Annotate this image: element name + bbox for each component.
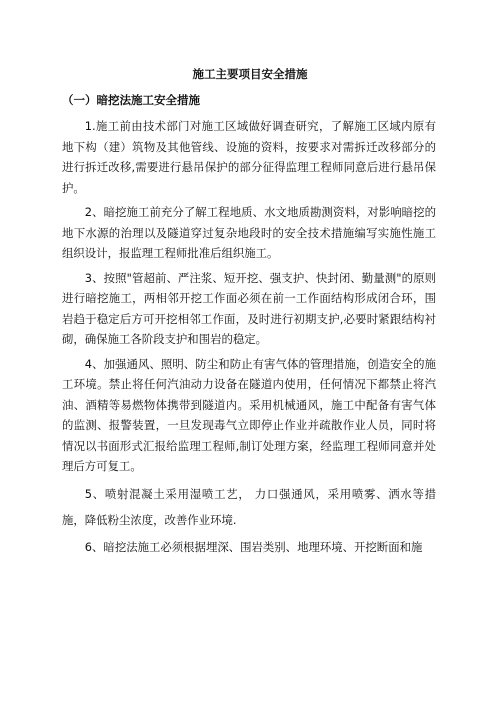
paragraph-4: 4、加强通风、照明、防尘和防止有害气体的管理措施，创造安全的施工环境。禁止将任何汽油动力设备在隧道内使用，任何情况下都禁止将汽油、酒精等易燃物体携带到隧道内。采用机械通风，施工中配备有害气体的监测、报警装置，一旦发现毒气立即停止作业并疏散作业人员，同时将情况以书面形式汇报给监理工程师,制订处理方案，经监理工程师同意并处理后方可复工。 xyxy=(62,356,436,473)
section-heading: （一）暗挖法施工安全措施 xyxy=(62,93,200,107)
paragraph-5: 5、喷射混凝土采用湿喷工艺， 力口强通风，采用喷雾、洒水等措施，降低粉尘浓度，改善作业环境. xyxy=(62,486,436,527)
paragraph-6: 6、暗挖法施工必须根据埋深、围岩类别、地理环境、开挖断面和施 xyxy=(84,539,423,554)
paragraph-2: 2、暗挖施工前充分了解工程地质、水文地质勘测资料，对影响暗挖的地下水源的治理以及隧道穿过复杂地段时的安全技术措施编写实施性施工组织设计，报监理工程师批准后组织施工。 xyxy=(62,205,436,260)
document-title: 施工主要项目安全措施 xyxy=(192,67,308,81)
document-body xyxy=(62,116,436,557)
paragraph-1: 1.施工前由技术部门对施工区域做好调查研究，了解施工区域内原有地下构（建）筑物及其他管线、设施的资料，按要求对需拆迁改移部分的进行拆迁改移,需要进行悬吊保护的部分征得监理工程师同意后进行悬吊保护。 xyxy=(62,119,436,195)
paragraph-3: 3、按照"管超前、严注浆、短开挖、强支护、快封闭、勤量测"的原则进行暗挖施工，两相邻开挖工作面必须在前一工作面结构形成闭合环，围岩趋于稳定后方可开挖相邻工作面，及时进行初期支护,必要时紧跟结构衬砌，确保施工各阶段支护和围岩的稳定。 xyxy=(62,270,436,346)
